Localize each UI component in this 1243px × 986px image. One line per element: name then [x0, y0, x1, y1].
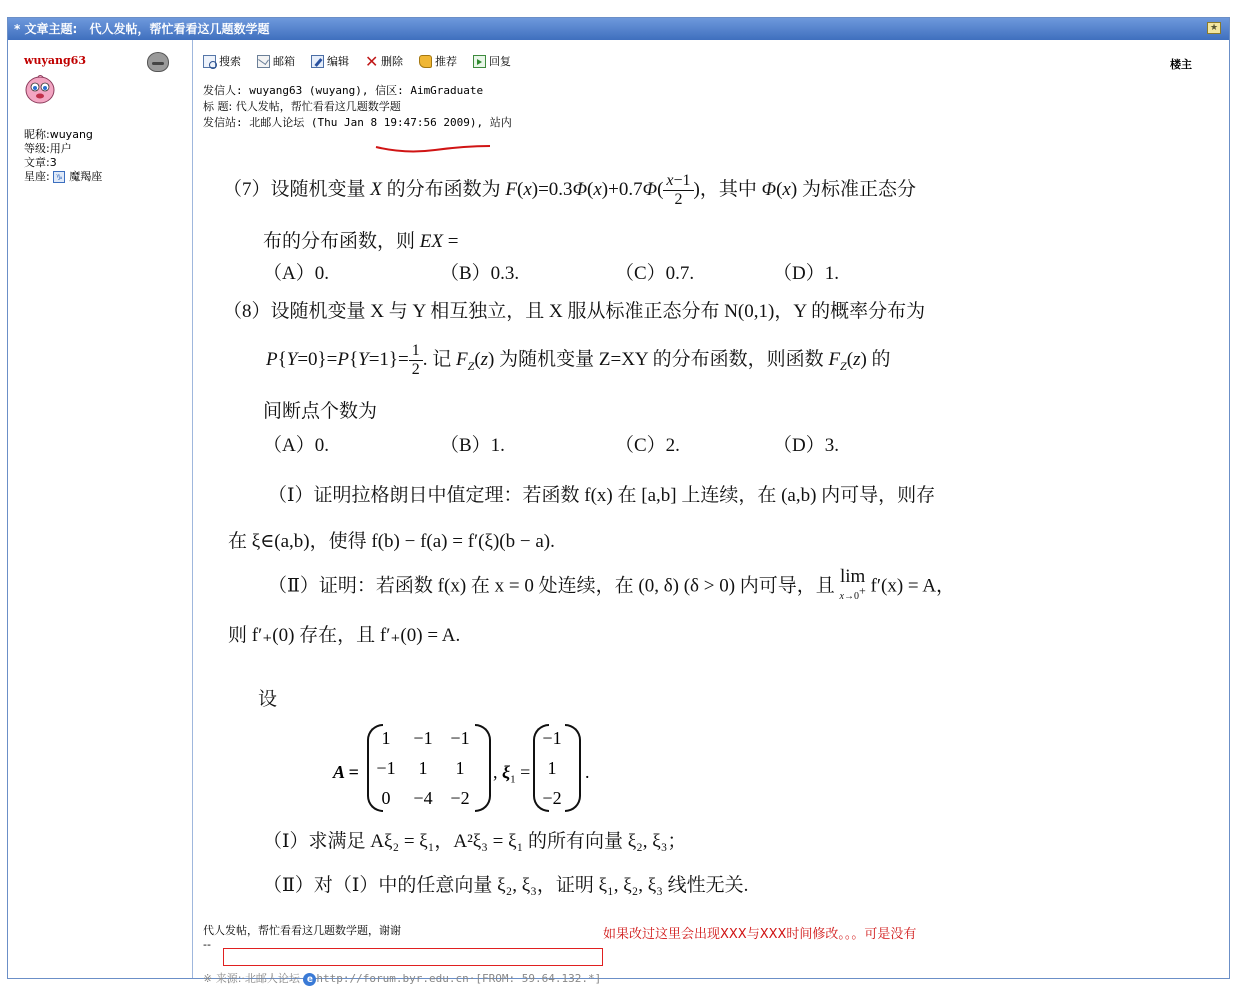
mailbox-label: 邮箱 [273, 55, 295, 68]
q8-line1: （8）设随机变量 X 与 Y 相互独立，且 X 服从标准正态分布 N(0,1)，Y 的概率分布为 [223, 301, 926, 322]
author-panel [8, 40, 193, 978]
red-box-annotation [223, 948, 603, 966]
header-from: 发信人: wuyang63 (wuyang), 信区: AimGraduate [203, 84, 484, 97]
matrix-cell: −4 [413, 788, 433, 808]
q7-text-c: ，其中 [699, 178, 757, 200]
delete-label: 删除 [381, 55, 403, 68]
site-suffix: , 站内 [476, 116, 512, 129]
capricorn-icon: ♑ [53, 171, 65, 183]
title-prefix: * 文章主题: [14, 22, 78, 36]
matrix-right-paren [475, 724, 491, 812]
author-username[interactable]: wuyang63 [24, 54, 86, 67]
recommend-button[interactable] [419, 52, 457, 70]
reply-label: 回复 [489, 55, 511, 68]
search-label: 搜索 [219, 55, 241, 68]
mailbox-button[interactable] [257, 52, 295, 70]
proof-line2: 在 ξ∈(a,b)，使得 f(b) − f(a) = f′(ξ)(b − a). [228, 531, 555, 552]
post-header [203, 83, 512, 131]
posts-value: 3 [49, 156, 57, 169]
site-prefix: 发信站: 北邮人论坛 (Thu Jan [203, 116, 371, 129]
floor-label: 楼主 [1170, 58, 1192, 71]
nickname-value: wuyang [49, 128, 93, 141]
posts-label: 文章: [24, 156, 50, 169]
math-questions-image [208, 162, 1008, 932]
header-subject: 标 题: 代人发帖，帮忙看看这几题数学题 [203, 100, 401, 113]
matrix-cell: −1 [376, 758, 396, 778]
q8-text-c: 为随机变量 Z=XY 的分布函数，则函数 [499, 348, 824, 370]
vector-right-paren [565, 724, 581, 812]
edit-label: 编辑 [327, 55, 349, 68]
matrix-part1: （Ⅰ）求满足 Aξ₂ = ξ₁，A²ξ₃ = ξ₁ 的所有向量 ξ₂, ξ₃； [263, 831, 687, 852]
q8-option-c: （C）2. [615, 435, 680, 456]
face-icon [147, 52, 169, 72]
browser-icon: e [303, 973, 316, 986]
q8-option-a: （A）0. [263, 435, 329, 456]
q7-text-a: （7）设随机变量 [223, 178, 366, 200]
level-label: 等级: [24, 142, 50, 155]
post-titlebar [8, 18, 1229, 40]
nickname-row [24, 128, 102, 142]
matrix-part2: （Ⅱ）对（Ⅰ）中的任意向量 ξ₂, ξ₃，证明 ξ₁, ξ₂, ξ₃ 线性无关. [263, 875, 749, 896]
q7-option-a: （A）0. [263, 263, 329, 284]
edit-icon [311, 55, 324, 68]
vector-cell: −2 [542, 788, 562, 808]
q7-text-line2: 布的分布函数，则 [263, 231, 416, 252]
q8-option-b: （B）1. [440, 435, 505, 456]
header-site [203, 115, 512, 131]
q8-text-b: . 记 [422, 348, 452, 370]
search-icon [203, 55, 216, 68]
q7-text-b: 的分布函数为 [386, 178, 501, 200]
q7-option-d: （D）1. [773, 263, 839, 284]
matrix-equation [333, 722, 613, 832]
pet-avatar-icon [24, 74, 56, 104]
matrix-period: . [585, 762, 590, 782]
matrix-cell: −1 [450, 728, 470, 748]
q8-option-d: （D）3. [773, 435, 839, 456]
xi1-label: , $\xi_1$ = [493, 762, 531, 786]
search-button[interactable] [203, 52, 241, 70]
level-row [24, 142, 102, 156]
proof-line3 [268, 566, 956, 604]
footer-note: 代人发帖，帮忙看看这几题数学题，谢谢 [203, 924, 401, 937]
author-info [24, 128, 102, 184]
vector-cell: 1 [547, 758, 557, 778]
zodiac-row [24, 170, 102, 184]
post-toolbar [203, 52, 511, 70]
footer-dashes: -- [203, 938, 211, 951]
matrix-cell: 1 [418, 758, 428, 778]
post-frame [7, 17, 1230, 985]
proof-line1: （Ⅰ）证明拉格朗日中值定理：若函数 f(x) 在 [a,b] 上连续，在 (a,b) 内可导，则存 [268, 485, 936, 506]
proof-line3-text: （Ⅱ）证明：若函数 f(x) 在 x = 0 处连续，在 (0, δ) (δ > 0) 内可导，且 [268, 575, 835, 597]
matrix-cell: 1 [381, 728, 391, 748]
q7-option-c: （C）0.7. [615, 263, 695, 284]
reply-icon [473, 55, 486, 68]
delete-button[interactable] [365, 52, 403, 70]
source-url[interactable]: http://forum.byr.edu.cn·[FROM: 59.64.132.*] [316, 972, 602, 985]
post-source [203, 970, 601, 986]
limit-symbol: lim x→0+ [839, 566, 866, 603]
red-annotation-text: 如果改过这里会出现XXX与XXX时间修改。。。可是没有 [603, 927, 917, 942]
posts-row [24, 156, 102, 170]
delete-icon: ✕ [365, 51, 379, 71]
edit-button[interactable] [311, 52, 349, 70]
level-value: 用户 [49, 142, 72, 155]
post-title: 代人发帖，帮忙看看这几题数学题 [89, 22, 270, 36]
source-prefix: ※ 来源:·北邮人论坛 [203, 972, 304, 985]
reply-button[interactable] [473, 52, 511, 70]
proof-line4: 则 f′₊(0) 存在，且 f′₊(0) = A. [228, 625, 461, 646]
matrix-intro: 设 [258, 689, 278, 710]
q7-text-d: 为标准正态分 [801, 178, 916, 200]
site-date: 8 19:47:56 2009) [370, 116, 477, 129]
red-underline-annotation [375, 144, 491, 154]
q8-text-d: 的 [871, 348, 891, 370]
matrix-cell: −1 [413, 728, 433, 748]
proof-line3-tail: f′(x) = A， [870, 575, 956, 597]
q8-line3: 间断点个数为 [263, 401, 378, 422]
matrix-a-label: A = [333, 762, 359, 782]
q7-line1: （7）设随机变量 X 的分布函数为 F(x)=0.3Φ(x)+0.7Φ( $\frac{x-1}{2}$ )，其中 Φ(x) 为标准正态分 [223, 172, 916, 208]
zodiac-label: 星座: [24, 170, 50, 183]
bookmark-icon[interactable]: ★ [1207, 22, 1221, 34]
q7-option-b: （B）0.3. [440, 263, 520, 284]
q7-line2: 布的分布函数，则 EX = [263, 231, 459, 252]
zodiac-value: 魔羯座 [69, 170, 103, 183]
matrix-cell: −2 [450, 788, 470, 808]
post-body [193, 40, 1229, 985]
nickname-label: 昵称: [24, 128, 50, 141]
recommend-label: 推荐 [435, 55, 457, 68]
matrix-cell: 0 [381, 788, 391, 808]
vector-cell: −1 [542, 728, 562, 748]
thumbs-up-icon [419, 55, 432, 68]
q8-line2: P{Y=0}=P{Y=1}= $\frac{1}{2}$ . 记 $F_Z(z)$ 为随机变量 Z=XY 的分布函数，则函数 $F_Z(z)$ 的 [266, 342, 891, 378]
mail-icon [257, 55, 270, 68]
matrix-cell: 1 [455, 758, 465, 778]
